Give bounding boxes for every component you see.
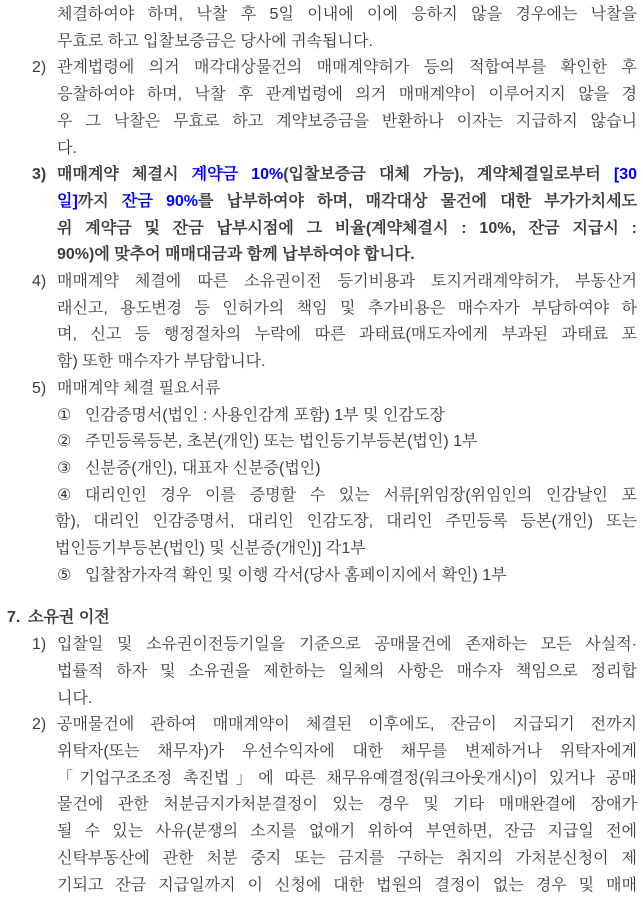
text-segment: 니다. xyxy=(57,689,93,707)
list-number: 7. xyxy=(7,609,21,627)
document-line xyxy=(0,429,637,456)
document-line xyxy=(0,686,637,713)
text-segment: 90%)에 맞추어 매매대금과 함께 납부하여야 합니다. xyxy=(57,246,415,264)
text-segment: 매매계약 체결에 따른 소유권이전 등기비용과 토지거래계약허가, 부동산거 xyxy=(57,273,637,291)
document-line xyxy=(0,269,637,296)
text-segment: 물건에 관한 처분금지가처분결정이 있는 경우 및 기타 매매완결에 장애가 xyxy=(57,796,637,814)
highlighted-text-segment: 일] xyxy=(57,192,78,210)
list-number: ⑤ xyxy=(57,566,72,584)
document-line xyxy=(0,766,637,793)
document-line xyxy=(0,55,637,82)
text-segment: 대리인인 경우 이를 증명할 수 있는 서류[위임장(위임인의 인감날인 포 xyxy=(85,486,637,504)
text-segment: 위탁자(또는 채무자)가 우선수익자에 대한 채무를 변제하거나 위탁자에게 xyxy=(57,742,637,760)
text-segment: 인감증명서(법인 : 사용인감계 포함) 1부 및 인감도장 xyxy=(85,406,445,424)
document-line xyxy=(0,632,637,659)
document-line xyxy=(0,873,637,900)
list-number: 5) xyxy=(32,379,47,397)
document-line xyxy=(0,739,637,766)
document-line xyxy=(0,322,637,349)
text-segment: 법률적 하자 및 소유권을 제한하는 일체의 사항은 매수자 책임으로 정리합 xyxy=(57,662,637,680)
document-line xyxy=(0,819,637,846)
text-segment: 주민등록등본, 초본(개인) 또는 법인등기부등본(법인) 1부 xyxy=(85,433,478,451)
document-line xyxy=(0,29,637,56)
list-number: ③ xyxy=(57,459,72,477)
highlighted-text-segment: 계약금 10% xyxy=(191,166,284,184)
document-line xyxy=(0,136,637,163)
list-number: 3) xyxy=(32,166,47,184)
text-segment: (입찰보증금 대체 가능), 계약체결일로부터 xyxy=(283,166,614,184)
text-segment: 관계법령에 의거 매각대상물건의 매매계약허가 등의 적합여부를 확인한 후 xyxy=(57,59,637,77)
text-segment: 까지 xyxy=(77,192,122,210)
document-line xyxy=(0,82,637,109)
document-line xyxy=(0,456,637,483)
document-line xyxy=(0,242,637,269)
text-segment: 무효로 하고 입찰보증금은 당사에 귀속됩니다. xyxy=(57,32,373,50)
document-line xyxy=(0,846,637,873)
text-segment: 우 그 낙찰은 무효로 하고 계약보증금을 반환하나 이자는 지급하지 않습니 xyxy=(57,112,637,130)
text-segment: 위 계약금 및 잔금 납부시점에 그 비율(계약체결시 : 10%, 잔금 지급시 : xyxy=(57,219,637,237)
list-number: ④ xyxy=(57,486,72,504)
text-segment: 응찰하여야 하며, 낙찰 후 관계법령에 의거 매매계약이 이루어지지 않을 경 xyxy=(57,86,637,104)
text-segment: 매매계약 체결 필요서류 xyxy=(57,379,221,397)
document-line xyxy=(0,109,637,136)
list-number: 1) xyxy=(32,636,47,654)
document-line xyxy=(0,792,637,819)
text-segment: 기되고 잔금 지급일까지 이 신청에 대한 법원의 결정이 없는 경우 및 매매 xyxy=(57,876,637,894)
document-line xyxy=(0,216,637,243)
document-line xyxy=(0,403,637,430)
document-line xyxy=(0,376,637,403)
text-segment: 체결하여야 하며, 낙찰 후 5일 이내에 이에 응하지 않을 경우에는 낙찰을 xyxy=(57,6,637,23)
text-segment: 입찰참가자격 확인 및 이행 각서(당사 홈페이지에서 확인) 1부 xyxy=(85,566,507,584)
document-line xyxy=(0,296,637,323)
text-segment: 신탁부동산에 관한 처분 중지 또는 금지를 구하는 취지의 가처분신청이 제 xyxy=(57,849,637,867)
text-segment: 될 수 있는 사유(분쟁의 소지를 없애기 위하여 부연하면, 잔금 지급일 전에 xyxy=(57,823,637,841)
list-number: ② xyxy=(57,433,72,451)
text-segment: 며, 신고 등 행정절차의 누락에 따른 과태료(매도자에게 부과된 과태료 포 xyxy=(57,326,637,344)
text-segment: 공매물건에 관하여 매매계약이 체결된 이후에도, 잔금이 지급되기 전까지 xyxy=(57,716,637,734)
document-line xyxy=(0,536,637,563)
text-segment: 래신고, 용도변경 등 인허가의 책임 및 추가비용은 매수자가 부담하여야 하 xyxy=(57,299,637,317)
text-segment: 신분증(개인), 대표자 신분증(법인) xyxy=(85,459,321,477)
document-line xyxy=(0,483,637,510)
text-segment: 입찰일 및 소유권이전등기일을 기준으로 공매물건에 존재하는 모든 사실적· xyxy=(57,636,637,654)
document-line xyxy=(0,162,637,189)
list-number: ① xyxy=(57,406,72,424)
text-segment: 「기업구조조정 촉진법」에 따른 채무유예결정(워크아웃개시)이 있거나 공매 xyxy=(57,769,637,787)
list-number: 4) xyxy=(32,273,47,291)
text-segment: 소유권 이전 xyxy=(28,609,110,627)
document-line xyxy=(0,605,637,632)
list-number: 2) xyxy=(32,716,47,734)
highlighted-text-segment: [30 xyxy=(613,166,637,184)
text-segment: 법인등기부등본(법인) 및 신분증(개인)] 각1부 xyxy=(55,540,366,558)
text-segment: 다. xyxy=(57,139,77,157)
list-number: 2) xyxy=(32,59,47,77)
document-line xyxy=(0,712,637,739)
document-line xyxy=(0,189,637,216)
document-line xyxy=(0,509,637,536)
text-segment: 를 납부하여야 하며, 매각대상 물건에 대한 부가가치세도 xyxy=(198,192,638,210)
document-line xyxy=(0,2,637,29)
highlighted-text-segment: 잔금 90% xyxy=(121,192,199,210)
text-segment: 매매계약 체결시 xyxy=(57,166,192,184)
text-segment: 함), 대리인 인감증명서, 대리인 인감도장, 대리인 주민등록 등본(개인) 또는 xyxy=(55,513,637,531)
text-segment: 함) 또한 매수자가 부담합니다. xyxy=(57,353,266,371)
document-line xyxy=(0,563,637,590)
document-line xyxy=(0,659,637,686)
document-line xyxy=(0,349,637,376)
